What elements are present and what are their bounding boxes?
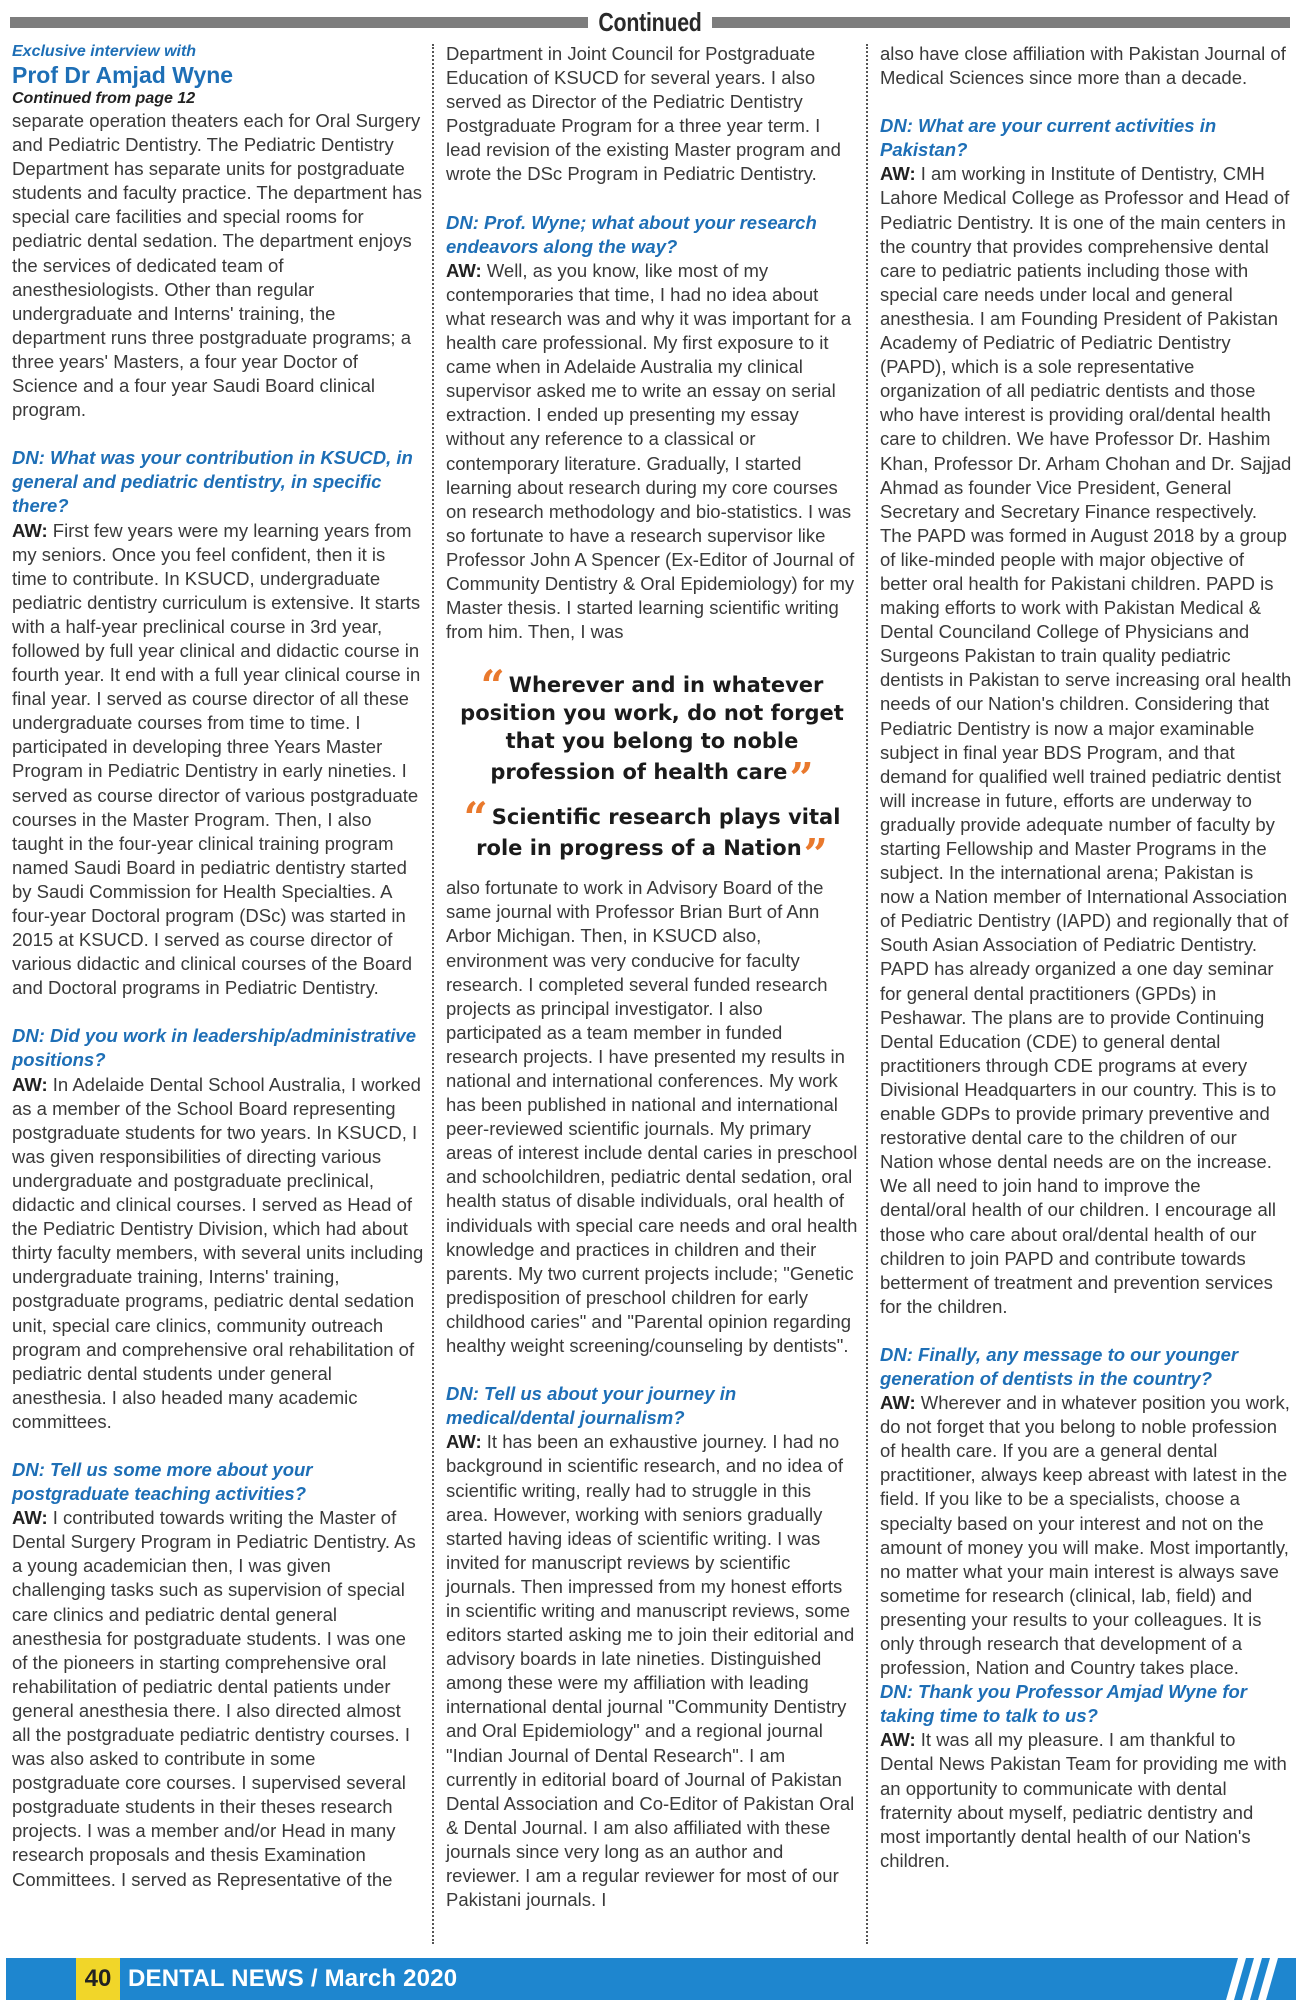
article-column-2 [446,42,858,1912]
article-column-1 [12,42,424,1892]
close-quote-icon: ” [789,754,814,804]
open-quote-icon: “ [480,661,505,711]
continued-note: Continued from page 12 [12,90,196,107]
answer: AW: It has been an exhaustive journey. I had no background in scientific research, and no idea of scientific writing, really had to struggle in this area. However, working with seniors gradually started having ideas of scientific writing. I was invited for manuscript reviews by scientific journals. Then impressed from my honest efforts in scientific writing and manuscript reviews, some editors started asking me to join their editorial and advisory boards in late nineties. Distinguished among these were my affiliation with leading international dental journal "Community Dentistry and Oral Epidemiology" and a regional journal "Indian Journal of Dental Research". I am currently in editorial board of Journal of Pakistan Dental Association and Co-Editor of Pakistan Oral & Dental Journal. I am also affiliated with these journals since very long as an author and reviewer. I am a regular reviewer for most of our Pakistani journals. I [446,1431,855,1911]
page-number: 40 [76,1958,120,2000]
answer-label: AW: [880,1729,916,1751]
paragraph: separate operation theaters each for Oral Surgery and Pediatric Dentistry. The Pediatric Dentistry Department has separate units for postgraduate students and faculty practice. The department has special care facilities and special rooms for pediatric dental sedation. The department enjoys the services of dedicated team of anesthesiologists. Other than regular undergraduate and Interns' training, the department runs three postgraduate programs; a three years' Masters, a four year Doctor of Science and a four year Saudi Board clinical program. [12,110,422,421]
magazine-issue: DENTAL NEWS / March 2020 [128,1965,458,1992]
interviewee-name: Prof Dr Amjad Wyne [12,62,234,88]
question: DN: Prof. Wyne; what about your research endeavors along the way? [446,211,817,257]
question: DN: Tell us about your journey in medical/dental journalism? [446,1383,737,1429]
paragraph: also fortunate to work in Advisory Board of the same journal with Professor Brian Burt of Ann Arbor Michigan. Then, in KSUCD also, environment was very conducive for faculty research. I completed several funded research projects as principal investigator. I also participated as a team member in funded research projects. I have presented my results in national and international conferences. My work has been published in national and international peer-reviewed scientific journals. My primary areas of interest include dental caries in preschool and schoolchildren, pediatric dental sedation, oral health status of disable individuals, oral health of individuals with special care needs and oral health knowledge and practices in children and their parents. My two current projects include; "Genetic predisposition of preschool children for early childhood caries" and "Parental opinion regarding healthy weight screening/counseling by dentists". [446,877,858,1357]
paragraph: The PAPD was formed in August 2018 by a group of like-minded people with major objective of better oral health for Pakistani children. PAPD is making efforts to work with Pakistan Medical & Dental Counciland College of Physicians and Surgeons Pakistan to train quality pediatric dentists in Pakistan to serve increasing oral health needs of our Nation's children. Considering that Pediatric Dentistry is now a major examinable subject in final year BDS Program, and that demand for qualified well trained pediatric dentist will increase in future, efforts are underway to gradually provide adequate number of faculty by starting Fellowship and Master Programs in the subject. In the international arena; Pakistan is now a Nation member of International Association of Pediatric Dentistry (IAPD) and regionally that of South Asian Association of Pediatric Dentistry. PAPD has already organized a one day seminar for general dental practitioners (GPDs) in Peshawar. The plans are to provide Continuing Dental Education (CDE) to general dental practitioners through CDE programs at every Divisional Headquarters in our country. This is to enable GDPs to provide primary preventive and restorative dental care to the children of our Nation whose dental needs are on the increase. We all need to join hand to improve the dental/oral health of our children. I encourage all those who care about oral/dental health of our children to join PAPD and contribute towards betterment of treatment and prevention services for the children. [880,524,1292,1317]
answer: AW: Wherever and in whatever position you work, do not forget that you belong to noble profession of health care. If you are a general dental practitioner, always keep abreast with latest in the field. If you like to be a specialists, choose a specialty based on your interest and not on the amount of money you will make. Most importantly, no matter what your main interest is always save sometime for research (clinical, lab, field) and presenting your results to your colleagues. It is only through research that development of a profession, Nation and Country takes place. [880,1392,1290,1679]
interview-kicker: Exclusive interview with [12,43,197,60]
pull-quotes [446,661,858,880]
answer: AW: I contributed towards writing the Master of Dental Surgery Program in Pediatric Dentistry. As a young academician then, I was given challenging tasks such as supervision of special care clinics and pediatric dental general anesthesia for postgraduate students. I was one of the pioneers in starting comprehensive oral rehabilitation of pediatric dental patients under general anesthesia there. I also directed almost all the postgraduate pediatric dentistry courses. I was also asked to contribute in some postgraduate core courses. I supervised several postgraduate students in their theses research projects. I was a member and/or Head in many research proposals and thesis Examination Committees. I served as Representative of the [12,1507,416,1890]
paragraph: also have close affiliation with Pakistan Journal of Medical Sciences since more than a decade. [880,43,1286,89]
answer-label: AW: [12,1073,48,1095]
page-footer [6,1958,1296,2000]
pull-quote: “ Wherever and in whatever position you work, do not forget that you belong to noble profession of health care” [460,661,844,804]
column-divider [866,44,868,1944]
question: DN: Did you work in leadership/administrative positions? [12,1025,417,1071]
answer-label: AW: [446,1431,482,1453]
answer-label: AW: [12,1507,48,1529]
answer-label: AW: [446,259,482,281]
question: DN: What are your current activities in Pakistan? [880,115,1217,161]
question: DN: Finally, any message to our younger generation of dentists in the country? [880,1343,1239,1389]
answer: AW: First few years were my learning years from my seniors. Once you feel confident, then it is time to contribute. In KSUCD, undergraduate pediatric dentistry curriculum is extensive. It starts with a half-year preclinical course in 3rd year, followed by full year clinical and didactic course in fourth year. It end with a full year clinical course in final year. I served as course director of all these undergraduate courses from time to time. I participated in developing three Years Master Program in Pediatric Dentistry in early nineties. I served as course director of various postgraduate courses in the Master Program. Then, I also taught in the four-year clinical training program named Saudi Board in pediatric dentistry started by Saudi Commission for Health Specialties. A four-year Doctoral program (DSc) was started in 2015 at KSUCD. I served as course director of various didactic and clinical courses of the Board and Doctoral programs in Pediatric Dentistry. [12,519,421,999]
question: DN: Thank you Professor Amjad Wyne for taking time to talk to us? [880,1681,1247,1727]
answer: AW: I am working in Institute of Dentistry, CMH Lahore Medical College as Professor and Head of Pediatric Dentistry. It is one of the main centers in the country that provides comprehensive dental care to pediatric patients including those with special care needs under local and general anesthesia. I am Founding President of Pakistan Academy of Pediatric of Pediatric Dentistry (PAPD), which is a sole representative organization of all pediatric dentists and those who have interest is providing oral/dental health care to children. We have Professor Dr. Hashim Khan, Professor Dr. Arham Chohan and Dr. Sajjad Ahmad as founder Vice President, General Secretary and Secretary Finance respectively. [880,163,1292,522]
article-column-3 [880,42,1292,1873]
close-quote-icon: ” [803,830,828,880]
answer-label: AW: [880,1392,916,1414]
pull-quote: “ Scientific research plays vital role in progress of a Nation” [463,793,841,880]
answer: AW: Well, as you know, like most of my contemporaries that time, I had no idea about what research was and why it was important for a health care professional. My first exposure to it came when in Adelaide Australia my clinical supervisor asked me to write an essay on serial extraction. I ended up presenting my essay without any reference to a classical or contemporary literature. Gradually, I started learning about research during my core courses on research methodology and bio-statistics. I was so fortunate to have a research supervisor like Professor John A Spencer (Ex-Editor of Journal of Community Dentistry & Oral Epidemiology) for my Master thesis. I started learning scientific writing from him. Then, I was [446,259,855,643]
answer: AW: It was all my pleasure. I am thankful to Dental News Pakistan Team for providing me with an opportunity to communicate with dental fraternity about myself, pediatric dentistry and most importantly dental health of our Nation's children. [880,1729,1287,1871]
answer-label: AW: [880,163,916,185]
column-divider [432,44,434,1944]
question: DN: What was your contribution in KSUCD, in general and pediatric dentistry, in specific there? [12,447,413,517]
open-quote-icon: “ [463,793,488,843]
section-title: Continued [598,7,702,37]
section-header [10,7,1290,37]
decorative-stripes-icon [1220,1958,1280,2000]
paragraph: Department in Joint Council for Postgraduate Education of KSUCD for several years. I also served as Director of the Pediatric Dentistry Postgraduate Program for a three year term. I lead revision of the existing Master program and wrote the DSc Program in Pediatric Dentistry. [446,43,841,185]
answer-label: AW: [12,519,48,541]
question: DN: Tell us some more about your postgraduate teaching activities? [12,1458,313,1505]
answer: AW: In Adelaide Dental School Australia, I worked as a member of the School Board representing postgraduate students for two years. In KSUCD, I was given responsibilities of directing various undergraduate and postgraduate preclinical, didactic and clinical courses. I served as Head of the Pediatric Dentistry Division, which had about thirty faculty members, with several units including undergraduate training, Interns' training, postgraduate programs, pediatric dental sedation unit, special care clinics, community outreach program and comprehensive oral rehabilitation of pediatric dental students under general anesthesia. I also headed many academic committees. [12,1073,424,1432]
